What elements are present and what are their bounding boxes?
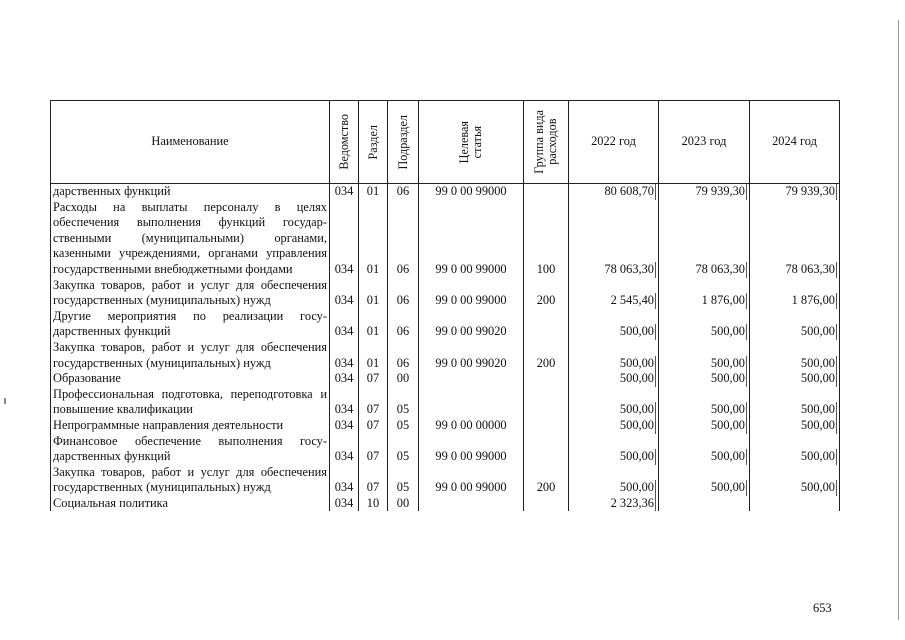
table-row — [51, 418, 840, 434]
cell-vedomstvo: 034 — [330, 340, 359, 371]
cell-2024 — [750, 371, 840, 387]
cell-2023 — [659, 278, 750, 309]
cell-razdel: 01 — [359, 184, 388, 200]
cell-celevaya-statya: 99 0 00 99020 — [419, 340, 524, 371]
cell-2023 — [659, 184, 750, 200]
cell-podrazdel: 05 — [388, 418, 419, 434]
cell-razdel: 01 — [359, 200, 388, 278]
cell-name: дарственных функций — [51, 184, 330, 200]
amount-value: 1 876,00 — [701, 293, 745, 308]
cell-vedomstvo: 034 — [330, 184, 359, 200]
table-row — [51, 278, 840, 309]
cell-celevaya-statya: 99 0 00 00000 — [419, 418, 524, 434]
table-row — [51, 434, 840, 465]
header-razdel: Раздел — [359, 101, 388, 184]
amount-value: 500,00 — [710, 417, 745, 432]
cell-celevaya-statya — [419, 387, 524, 418]
amount-value: 500,00 — [619, 417, 654, 432]
cell-podrazdel: 05 — [388, 465, 419, 496]
header-gruppa-vida-raskhodov: Группа вида расходов — [524, 101, 569, 184]
cell-2024 — [750, 434, 840, 465]
header-2023: 2023 год — [659, 101, 750, 184]
cell-razdel: 01 — [359, 309, 388, 340]
cell-gruppa — [524, 371, 569, 387]
cell-name: Другие мероприятия по реализации государственных функций — [51, 309, 330, 340]
cell-name: Профессиональная подготовка, переподготовка и повышение квалификации — [51, 387, 330, 418]
cell-2022 — [569, 434, 659, 465]
amount-value: 500,00 — [800, 324, 835, 339]
cell-gruppa — [524, 496, 569, 512]
header-2022: 2022 год — [569, 101, 659, 184]
table-row — [51, 340, 840, 371]
cell-podrazdel: 06 — [388, 184, 419, 200]
cell-2022 — [569, 418, 659, 434]
amount-value: 500,00 — [710, 402, 745, 417]
cell-name: Закупка товаров, работ и услуг для обеспечения государственных (муниципальных) нужд — [51, 465, 330, 496]
header-name: Наименование — [51, 101, 330, 184]
table-row — [51, 496, 840, 512]
cell-podrazdel: 00 — [388, 371, 419, 387]
cell-2022 — [569, 309, 659, 340]
cell-celevaya-statya: 99 0 00 99000 — [419, 434, 524, 465]
cell-razdel: 07 — [359, 418, 388, 434]
cell-gruppa: 200 — [524, 465, 569, 496]
cell-2023 — [659, 387, 750, 418]
cell-2022 — [569, 184, 659, 200]
cell-2022 — [569, 465, 659, 496]
table-header — [51, 101, 840, 184]
header-2024: 2024 год — [750, 101, 840, 184]
cell-podrazdel: 06 — [388, 200, 419, 278]
amount-value: 500,00 — [800, 402, 835, 417]
amount-value: 2 323,36 — [610, 495, 654, 510]
cell-2024 — [750, 309, 840, 340]
cell-razdel: 07 — [359, 371, 388, 387]
cell-name: Закупка товаров, работ и услуг для обеспечения государственных (муниципальных) нужд — [51, 278, 330, 309]
amount-value: 500,00 — [710, 324, 745, 339]
cell-2022 — [569, 371, 659, 387]
cell-vedomstvo: 034 — [330, 371, 359, 387]
cell-name: Образование — [51, 371, 330, 387]
cell-2023 — [659, 465, 750, 496]
amount-value: 500,00 — [800, 480, 835, 495]
cell-vedomstvo: 034 — [330, 418, 359, 434]
cell-celevaya-statya — [419, 496, 524, 512]
cell-razdel: 07 — [359, 434, 388, 465]
amount-value: 500,00 — [710, 480, 745, 495]
header-podrazdel: Подраздел — [388, 101, 419, 184]
cell-2024 — [750, 418, 840, 434]
cell-razdel: 01 — [359, 278, 388, 309]
amount-value: 78 063,30 — [785, 261, 835, 276]
cell-2022 — [569, 496, 659, 512]
cell-2024 — [750, 184, 840, 200]
cell-gruppa: 200 — [524, 278, 569, 309]
amount-value: 500,00 — [619, 371, 654, 386]
amount-value: 78 063,30 — [695, 261, 745, 276]
cell-2024 — [750, 340, 840, 371]
cell-2023 — [659, 496, 750, 512]
amount-value: 79 939,30 — [695, 184, 745, 198]
cell-razdel: 07 — [359, 387, 388, 418]
table-row — [51, 184, 840, 200]
table-row — [51, 200, 840, 278]
cell-celevaya-statya: 99 0 00 99000 — [419, 200, 524, 278]
cell-2024 — [750, 278, 840, 309]
amount-value: 500,00 — [710, 371, 745, 386]
cell-2024 — [750, 387, 840, 418]
amount-value: 500,00 — [800, 417, 835, 432]
amount-value: 78 063,30 — [604, 261, 654, 276]
cell-razdel: 01 — [359, 340, 388, 371]
table-body — [51, 184, 840, 512]
amount-value: 500,00 — [800, 355, 835, 370]
cell-razdel: 07 — [359, 465, 388, 496]
cell-name: Финансовое обеспечение выполнения государственных функций — [51, 434, 330, 465]
amount-value: 500,00 — [619, 355, 654, 370]
cell-vedomstvo: 034 — [330, 200, 359, 278]
cell-name: Расходы на выплаты персоналу в целях обеспечения выполнения функций государственными (муниципальными) органами, казенными учреждениями, органами управления государственными внебюджетными фондами — [51, 200, 330, 278]
amount-value: 500,00 — [619, 449, 654, 464]
cell-podrazdel: 06 — [388, 309, 419, 340]
amount-value: 500,00 — [800, 371, 835, 386]
cell-2023 — [659, 340, 750, 371]
table-row — [51, 387, 840, 418]
cell-2024 — [750, 465, 840, 496]
header-vedomstvo: Ведомство — [330, 101, 359, 184]
cell-vedomstvo: 034 — [330, 496, 359, 512]
cell-gruppa — [524, 434, 569, 465]
cell-2022 — [569, 387, 659, 418]
cell-2024 — [750, 200, 840, 278]
table-row — [51, 465, 840, 496]
cell-podrazdel: 05 — [388, 387, 419, 418]
cell-podrazdel: 06 — [388, 340, 419, 371]
cell-name: Социальная политика — [51, 496, 330, 512]
table-row — [51, 309, 840, 340]
cell-celevaya-statya — [419, 371, 524, 387]
cell-gruppa — [524, 418, 569, 434]
cell-gruppa — [524, 184, 569, 200]
cell-podrazdel: 05 — [388, 434, 419, 465]
cell-celevaya-statya: 99 0 00 99000 — [419, 278, 524, 309]
cell-vedomstvo: 034 — [330, 309, 359, 340]
cell-podrazdel: 00 — [388, 496, 419, 512]
cell-celevaya-statya: 99 0 00 99000 — [419, 465, 524, 496]
table-row — [51, 371, 840, 387]
header-celevaya-statya: Целевая статья — [419, 101, 524, 184]
amount-value: 500,00 — [710, 355, 745, 370]
cell-celevaya-statya: 99 0 00 99020 — [419, 309, 524, 340]
amount-value: 500,00 — [619, 402, 654, 417]
amount-value: 500,00 — [619, 480, 654, 495]
cell-2022 — [569, 200, 659, 278]
cell-name: Закупка товаров, работ и услуг для обеспечения государственных (муниципальных) нужд — [51, 340, 330, 371]
amount-value: 80 608,70 — [604, 184, 654, 198]
cell-celevaya-statya: 99 0 00 99000 — [419, 184, 524, 200]
cell-podrazdel: 06 — [388, 278, 419, 309]
budget-table — [50, 100, 840, 511]
cell-gruppa — [524, 387, 569, 418]
amount-value: 500,00 — [800, 449, 835, 464]
cell-vedomstvo: 034 — [330, 465, 359, 496]
cell-name: Непрограммные направления деятельности — [51, 418, 330, 434]
cell-gruppa — [524, 309, 569, 340]
cell-2023 — [659, 200, 750, 278]
cell-gruppa: 100 — [524, 200, 569, 278]
cell-razdel: 10 — [359, 496, 388, 512]
cell-gruppa: 200 — [524, 340, 569, 371]
amount-value: 500,00 — [710, 449, 745, 464]
cell-2023 — [659, 418, 750, 434]
cell-vedomstvo: 034 — [330, 434, 359, 465]
cell-2023 — [659, 434, 750, 465]
page-number: 653 — [813, 601, 832, 615]
cell-2024 — [750, 496, 840, 512]
cell-2022 — [569, 340, 659, 371]
scan-mark — [4, 398, 6, 404]
cell-2022 — [569, 278, 659, 309]
amount-value: 2 545,40 — [610, 293, 654, 308]
page-edge-line — [898, 20, 899, 620]
cell-2023 — [659, 309, 750, 340]
cell-vedomstvo: 034 — [330, 278, 359, 309]
amount-value: 1 876,00 — [791, 293, 835, 308]
cell-vedomstvo: 034 — [330, 387, 359, 418]
amount-value: 500,00 — [619, 324, 654, 339]
cell-2023 — [659, 371, 750, 387]
amount-value: 79 939,30 — [785, 184, 835, 198]
